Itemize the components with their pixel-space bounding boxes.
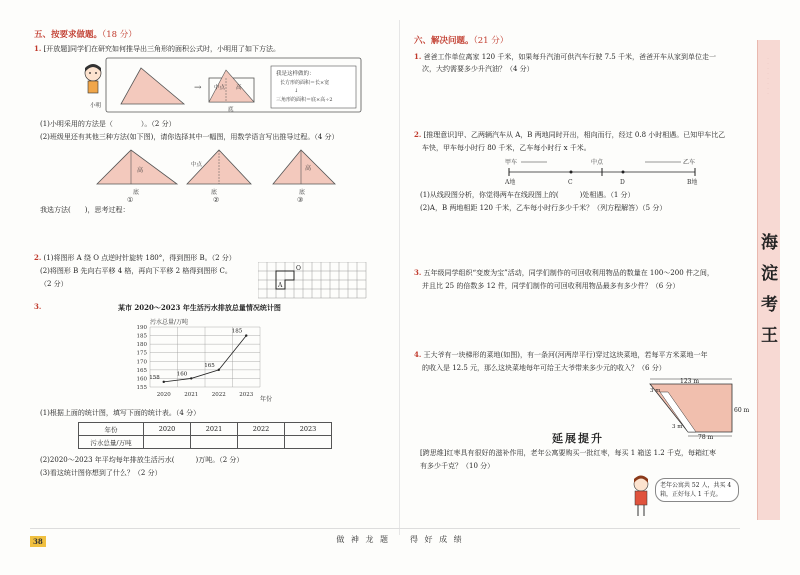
side-dots-decoration: · · · · · · · · [767,56,769,96]
height-label: 高 [236,85,242,91]
r-q2-line1: 2. [推理意识]甲、乙两辆汽车从 A，B 两地同时开出，相向而行，经过 0.8 小时相遇。已知甲车比乙 [414,130,726,139]
chart-xlabel: 年份 [260,396,273,403]
hint-title: 我是这样做的： [276,71,315,77]
footer-divider [30,528,740,529]
girl-cartoon-icon [628,474,654,520]
ext-tag: 跨思维 [422,449,444,457]
sewage-line-chart [110,315,290,407]
section-5-points: （18 分） [102,30,137,40]
point-c: C [568,179,573,186]
chart-xtick-label: 2021 [184,392,199,398]
answer-cell[interactable] [285,436,332,449]
svg-text:高: 高 [305,165,312,172]
dim-bottom: 78 m [698,434,714,440]
base-label: 底 [228,107,234,113]
chart-ytick-label: 180 [136,342,147,349]
r-q1-number: 1. [414,52,422,61]
chart-data-labels [149,329,247,383]
chart-ytick-label: 190 [136,325,147,331]
chart-point [190,377,192,379]
q2-text1: (1)将图形 A 绕 O 点逆时针旋转 180°，得到图形 B。（2 分） [43,254,236,262]
r-q2-number: 2. [414,130,422,139]
q1-sub2: (2)班级里还有其他三种方法(如下图)，请你选择其中一幅图，用数学语言写出推导过程。（4 分） [40,133,339,141]
column-divider [399,20,400,535]
q3-sub2: (2)2020～2023 年平均每年排放生活污水( )万吨。（2 分） [40,456,244,464]
r-q3-line1 [414,268,714,278]
chart-xtick-label: 2020 [156,392,171,398]
midpoint-label: 中点 [591,159,604,166]
stat-table [78,422,332,449]
speech-bubble: 老年公寓共 52 人，共买 4 箱，正好每人 1 千克。 [655,478,739,502]
svg-text:底: 底 [133,189,140,196]
chart-grid [150,327,260,387]
chart-point [163,381,165,383]
chart-xtick-label: 2023 [239,392,254,398]
q2-line1 [34,253,236,263]
r-q4-line1 [414,350,707,360]
answer-cell[interactable] [144,436,191,449]
table-header-year: 年份 [79,423,144,436]
table-header-cell: 2023 [285,423,332,436]
hint-rect-formula: 长方形的面积＝长×宽 [280,80,330,86]
student-name: 小明 [90,103,102,109]
svg-text:→: → [194,83,202,93]
line-segment-diagram [505,156,705,186]
q1-choose-method: 我选方法( )，思考过程： [40,206,130,214]
r-q3-text1: 五年级同学组织“变废为宝”活动，同学们制作的可回收利用物品的数量在 100～200 件之间， [423,269,714,277]
chart-ytick-label: 185 [136,333,147,340]
answer-cell[interactable] [238,436,285,449]
q1-stem: 1. [开放题]同学们在研究如何推导出三角形的面积公式时，小明用了如下方法。 [34,44,281,53]
q2-text2: (2)将图形 B 先向右平移 4 格，再向下平移 2 格得到图形 C。 [40,267,232,275]
car-b-label: 乙车 [683,159,696,166]
chart-ylabel: 污水总量/万吨 [150,319,189,326]
r-q1-line1 [414,52,716,62]
side-char: 海 [761,233,778,253]
q2-number: 2. [34,253,42,262]
side-banner-title [761,228,777,352]
q1-tag: 开放题 [46,45,68,53]
chart-title: 某市 2020～2023 年生活污水排放总量情况统计图 [118,303,281,312]
q1-number: 1. [34,44,42,53]
chart-point [218,369,220,371]
chart-data-label: 185 [231,328,243,335]
side-char: 淀 [761,264,778,284]
boy-cartoon-icon [80,62,108,106]
point-a: A地 [505,179,516,186]
q3-sub1: (1)根据上面的统计图，填写下面的统计表。（4 分） [40,409,201,417]
triangle-shape [121,68,184,104]
svg-text:底: 底 [299,189,306,196]
ext-line1: [跨思维]红枣具有很好的滋补作用，老年公寓要购买一批红枣，每买 1 箱送 1.2 千克，每箱红枣 [420,449,716,457]
section-6-points: （21 分） [473,36,509,46]
q2-grid [258,262,368,300]
chart-ytick-label: 170 [136,359,147,366]
q3-number: 3. [34,302,42,311]
table-row [79,423,332,436]
label-o: O [296,265,301,272]
fig-label-3: ③ [297,196,304,202]
table-header-cell: 2020 [144,423,191,436]
car-a-label: 甲车 [505,159,518,166]
chart-ytick-label: 165 [136,367,147,374]
r-q2-tag: 推理意识 [426,131,455,139]
point-b: B地 [687,179,698,186]
svg-text:高: 高 [137,167,144,174]
chart-xticks [157,392,254,398]
q2-text3: （2 分） [40,280,68,288]
q1-sub1: (1)小明采用的方法是（ ）。（2 分） [40,120,176,128]
chart-yticks [137,325,148,391]
chart-data-label: 160 [176,371,188,378]
table-row [79,436,332,449]
table-header-cell: 2022 [238,423,285,436]
chart-xtick-label: 2022 [211,392,226,398]
section-6-title: 六、解决问题。 [414,36,474,46]
dim-height: 60 m [734,407,750,414]
chart-ytick-label: 175 [136,350,147,357]
method-figures [95,146,345,202]
dim-top: 123 m [680,378,700,385]
q1-illustration [76,56,366,116]
svg-text:中点: 中点 [191,162,203,168]
table-row-label: 污水总量/万吨 [79,436,144,449]
page-number: 38 [30,536,46,547]
svg-text:底: 底 [211,189,218,196]
r-q2-text2: 车快，甲车每小时行 80 千米，乙车每小时行 x 千米。 [422,144,591,152]
r-q2-sub1: (1)从线段图分析，你觉得两车在线段图上的( )处相遇。（1 分） [420,191,635,199]
section-5-title: 五、按要求做题。 [34,30,103,40]
dim-river-bottom: 3 m [672,424,683,430]
r-q1-text2: 次，大约需要多少升汽油？（4 分） [422,65,534,73]
extension-title: 延展提升 [552,432,604,445]
r-q3-text2: 并且比 25 的倍数多 12 件，同学们制作的可回收利用物品最多有多少件？（6 分） [422,282,680,290]
r-q4-number: 4. [414,350,422,359]
mid-label: 中点 [214,85,226,91]
r-q4-text2: 的收入是 12.5 元，那么这块菜地每年可给王大爷带来多少元的收入？（6 分） [422,364,666,372]
side-char: 王 [761,326,778,346]
trapezoid-field-diagram [630,376,750,440]
hint-triangle-formula: 三角形的面积＝底×高÷2 [276,97,333,103]
chart-ytick-label: 155 [136,385,147,391]
chart-data-label: 158 [149,374,160,381]
r-q2-text1: 甲、乙两辆汽车从 A，B 两地同时开出，相向而行，经过 0.8 小时相遇。已知甲车比乙 [457,131,726,139]
ext-text2: 有多少千克？（10 分） [420,462,495,470]
chart-data-label: 165 [204,362,215,369]
footer-motto: 做 神 龙 题 得 好 成 绩 [336,535,464,544]
r-q3-number: 3. [414,268,422,277]
point-d: D [620,179,625,186]
fig-label-2: ② [213,196,220,202]
q3-sub3: (3)看这统计图你想到了什么？（2 分） [40,469,162,477]
ext-text1: 红枣具有很好的滋补作用，老年公寓要购买一批红枣，每买 1 箱送 1.2 千克，每箱红枣 [446,449,716,457]
q1-text: 同学们在研究如何推导出三角形的面积公式时，小明用了如下方法。 [70,45,281,53]
r-q1-text1: 爸爸工作单位离家 120 千米，如果每升汽油可供汽车行驶 7.5 千米，爸爸开车从家到单位走一 [423,53,716,61]
answer-cell[interactable] [191,436,238,449]
section-6-heading [414,34,508,46]
section-5-heading [34,28,137,40]
chart-ytick-label: 160 [136,376,147,383]
table-header-cell: 2021 [191,423,238,436]
side-char: 考 [761,295,778,315]
r-q2-sub2: (2)A，B 两地相距 120 千米，乙车每小时行多少千米？（列方程解答）（5 分） [420,204,667,212]
chart-point [245,334,247,336]
dim-river-top: 3 m [650,388,661,394]
hint-arrow: ↓ [294,88,299,94]
label-a: A [278,282,283,289]
fig-label-1: ① [127,196,134,202]
r-q4-text1: 王大爷有一块梯形的菜地(如图)，有一条河(河两岸平行)穿过这块菜地，若每平方米菜地一年 [423,351,708,359]
